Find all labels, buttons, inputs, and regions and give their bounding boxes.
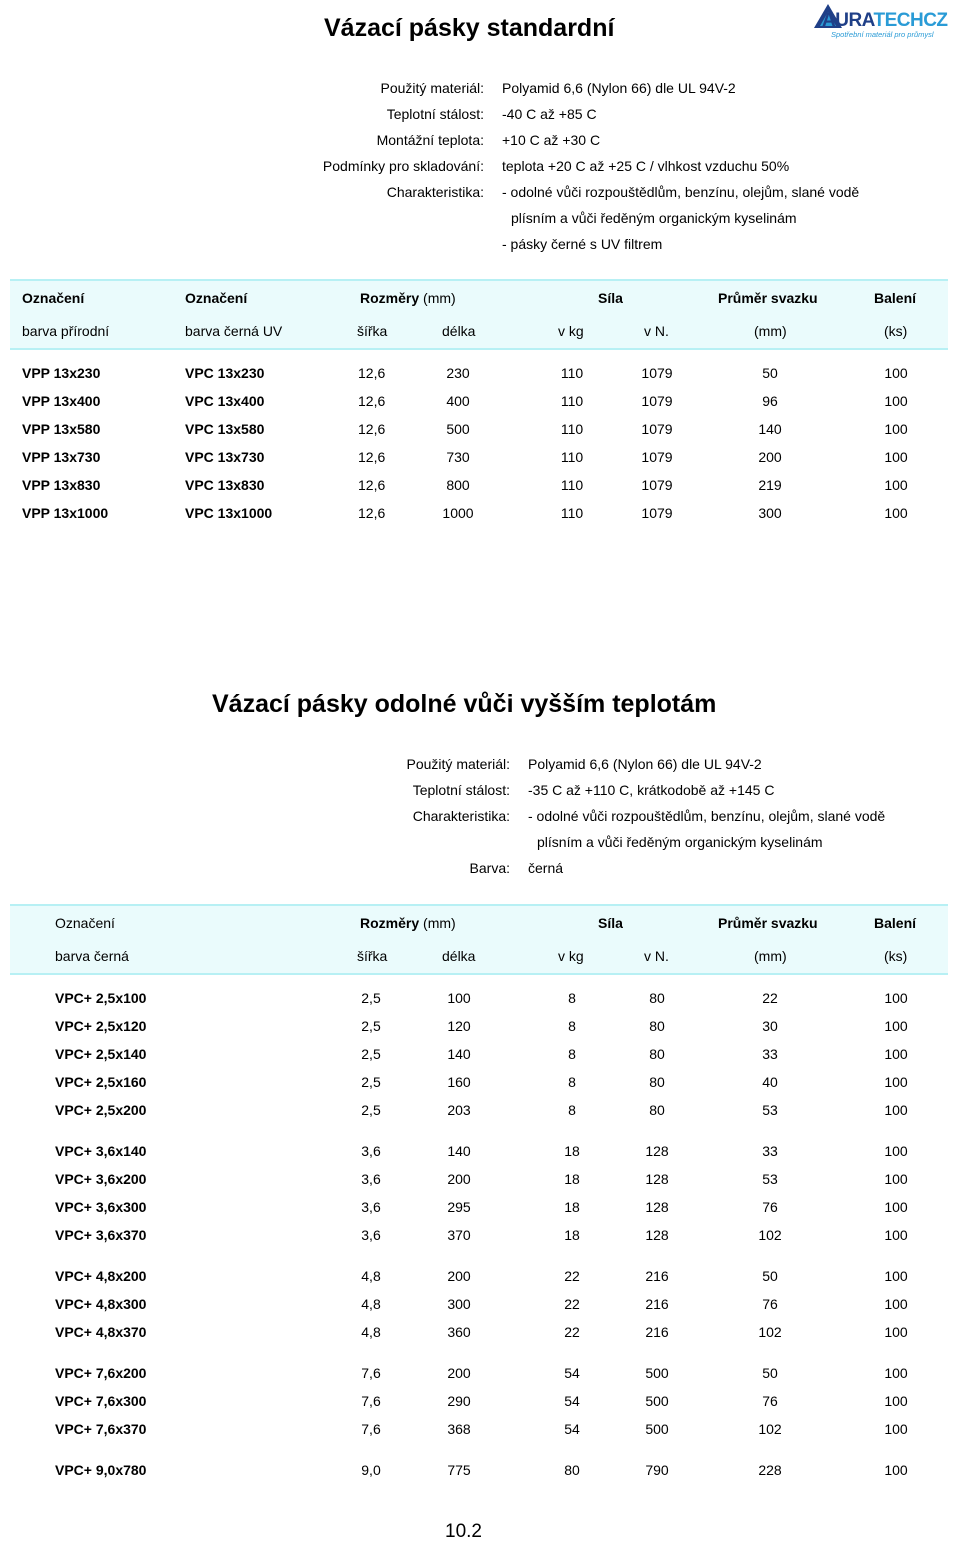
subheader-barva-prirodni: barva přírodní [22, 323, 110, 339]
table-cell: VPC+ 2,5x140 [55, 1046, 147, 1062]
table-cell: VPC+ 3,6x200 [55, 1171, 147, 1187]
table-cell: 53 [762, 1102, 778, 1118]
table-cell: VPC+ 4,8x300 [55, 1296, 147, 1312]
table-cell: 110 [560, 421, 584, 437]
table-cell: 500 [645, 1421, 669, 1437]
table-cell: 790 [645, 1462, 669, 1478]
table-cell: 76 [762, 1199, 778, 1215]
table-cell: 9,0 [361, 1462, 381, 1478]
table-cell: 2,5 [361, 1074, 381, 1090]
table-cell: 80 [649, 1074, 665, 1090]
table-cell: 3,6 [361, 1171, 381, 1187]
section2-prop-value: Polyamid 6,6 (Nylon 66) dle UL 94V-2 [528, 756, 762, 772]
table-cell: 800 [446, 477, 470, 493]
table-cell: 216 [645, 1324, 669, 1340]
table-cell: 33 [762, 1143, 778, 1159]
table-cell: 100 [884, 393, 908, 409]
table-cell: VPC+ 3,6x370 [55, 1227, 147, 1243]
table-cell: VPP 13x230 [22, 365, 101, 381]
logo-wordmark [822, 10, 948, 32]
table-cell: VPC+ 2,5x160 [55, 1074, 147, 1090]
table-cell: 110 [560, 449, 584, 465]
table-cell: 8 [568, 1018, 576, 1034]
table-cell: 8 [568, 1046, 576, 1062]
table-cell: 368 [447, 1421, 471, 1437]
table-cell: VPC 13x230 [185, 365, 265, 381]
section1-prop-value: teplota +20 C až +25 C / vlhkost vzduchu 50% [502, 158, 790, 174]
table-cell: 100 [884, 1393, 908, 1409]
table-cell: 110 [560, 365, 584, 381]
table-cell: 96 [762, 393, 778, 409]
section1-prop-value: +10 C až +30 C [502, 132, 601, 148]
section2-prop-label: Použitý materiál: [406, 756, 510, 772]
header2-sila: Síla [598, 915, 623, 931]
table-cell: 30 [762, 1018, 778, 1034]
table-cell: 80 [564, 1462, 580, 1478]
table-cell: 230 [446, 365, 470, 381]
section2-prop-label: Teplotní stálost: [412, 782, 510, 798]
table-cell: 8 [568, 990, 576, 1006]
header2-prumer: Průměr svazku [718, 915, 818, 931]
section1-prop-label: Montážní teplota: [376, 132, 484, 148]
table-cell: VPC+ 7,6x370 [55, 1421, 147, 1437]
section1-prop-label: Použitý materiál: [380, 80, 484, 96]
table-cell: 200 [758, 449, 782, 465]
subheader2-v-n: v N. [644, 948, 669, 964]
header-rozmery [360, 290, 456, 306]
header2-rozmery-unit: (mm) [423, 915, 456, 931]
section2-prop-value: černá [528, 860, 564, 876]
table-cell: VPP 13x1000 [22, 505, 109, 521]
section1-prop-value: plísním a vůči ředěným organickým kyselinám [511, 210, 797, 226]
table-cell: VPC+ 2,5x120 [55, 1018, 147, 1034]
table-cell: 100 [884, 1018, 908, 1034]
table-cell: 100 [884, 449, 908, 465]
subheader2-v-kg: v kg [558, 948, 584, 964]
table-cell: 18 [564, 1143, 580, 1159]
table-cell: 100 [884, 505, 908, 521]
table-cell: 216 [645, 1296, 669, 1312]
table-cell: VPC+ 3,6x300 [55, 1199, 147, 1215]
table-cell: 7,6 [361, 1421, 381, 1437]
table-cell: 100 [884, 1296, 908, 1312]
table-cell: VPC 13x1000 [185, 505, 273, 521]
table-cell: 290 [447, 1393, 471, 1409]
section2-table-header [10, 904, 948, 975]
table-cell: 22 [762, 990, 778, 1006]
section1-prop-label: Teplotní stálost: [386, 106, 484, 122]
table-cell: 775 [447, 1462, 471, 1478]
table-cell: 500 [645, 1365, 669, 1381]
table-cell: 219 [758, 477, 782, 493]
section2-prop-label: Charakteristika: [412, 808, 510, 824]
table-cell: VPC+ 2,5x100 [55, 990, 147, 1006]
subheader-ks: (ks) [884, 323, 908, 339]
table-cell: 33 [762, 1046, 778, 1062]
table-cell: VPC+ 9,0x780 [55, 1462, 147, 1478]
table-cell: VPP 13x830 [22, 477, 101, 493]
table-cell: 2,5 [361, 1046, 381, 1062]
table-cell: 100 [884, 1324, 908, 1340]
table-cell: 2,5 [361, 1102, 381, 1118]
table-cell: 18 [564, 1199, 580, 1215]
table-cell: 100 [884, 1102, 908, 1118]
table-cell: VPC+ 7,6x200 [55, 1365, 147, 1381]
subheader-delka: délka [442, 323, 476, 339]
table-cell: 140 [447, 1046, 471, 1062]
table-cell: 100 [884, 477, 908, 493]
header2-rozmery [360, 915, 456, 931]
table-cell: 18 [564, 1227, 580, 1243]
logo-tagline: Spotřební materiál pro průmysl [831, 30, 934, 39]
table-cell: 1079 [641, 477, 673, 493]
header-rozmery-unit: (mm) [423, 290, 456, 306]
table-cell: 54 [564, 1365, 580, 1381]
table-cell: 100 [884, 1171, 908, 1187]
table-cell: 12,6 [358, 477, 386, 493]
table-cell: 102 [758, 1227, 782, 1243]
table-cell: 1079 [641, 393, 673, 409]
table-cell: 54 [564, 1393, 580, 1409]
table-cell: 22 [564, 1324, 580, 1340]
table-cell: 110 [560, 393, 584, 409]
header-oznaceni-black: Označení [185, 290, 248, 306]
table-cell: 100 [884, 1268, 908, 1284]
table-cell: 1079 [641, 449, 673, 465]
table-cell: 3,6 [361, 1227, 381, 1243]
table-cell: VPC+ 4,8x200 [55, 1268, 147, 1284]
table-cell: 22 [564, 1268, 580, 1284]
table-cell: 12,6 [358, 449, 386, 465]
table-cell: 100 [884, 421, 908, 437]
table-cell: 8 [568, 1074, 576, 1090]
section2-prop-value: -35 C až +110 C, krátkodobě až +145 C [528, 782, 775, 798]
table-cell: VPC+ 3,6x140 [55, 1143, 147, 1159]
table-cell: VPC 13x400 [185, 393, 265, 409]
table-cell: 128 [645, 1227, 669, 1243]
table-cell: 100 [447, 990, 471, 1006]
page-number: 10.2 [445, 1521, 482, 1542]
table-cell: 300 [447, 1296, 471, 1312]
table-cell: 200 [447, 1171, 471, 1187]
table-cell: 730 [446, 449, 470, 465]
table-cell: 12,6 [358, 505, 386, 521]
auratech-logo [794, 2, 954, 44]
table-cell: 400 [446, 393, 470, 409]
table-cell: VPP 13x400 [22, 393, 101, 409]
table-cell: 4,8 [361, 1324, 381, 1340]
table-cell: 100 [884, 1421, 908, 1437]
section2-title: Vázací pásky odolné vůči vyšším teplotám [212, 690, 717, 718]
subheader-barva-cerna-uv: barva černá UV [185, 323, 283, 339]
table-cell: 3,6 [361, 1143, 381, 1159]
table-cell: 12,6 [358, 365, 386, 381]
table-cell: 22 [564, 1296, 580, 1312]
logo-part1: AURA [822, 10, 874, 31]
table-cell: 100 [884, 1046, 908, 1062]
subheader2-sirka: šířka [357, 948, 388, 964]
section1-title: Vázací pásky standardní [324, 14, 615, 42]
table-cell: 200 [447, 1365, 471, 1381]
table-cell: VPC+ 2,5x200 [55, 1102, 147, 1118]
table-cell: 140 [447, 1143, 471, 1159]
table-cell: VPC 13x830 [185, 477, 265, 493]
section1-prop-value: - odolné vůči rozpouštědlům, benzínu, olejům, slané vodě [502, 184, 860, 200]
table-cell: 54 [564, 1421, 580, 1437]
table-cell: 370 [447, 1227, 471, 1243]
table-cell: 2,5 [361, 990, 381, 1006]
table-cell: 102 [758, 1324, 782, 1340]
table-cell: 7,6 [361, 1365, 381, 1381]
table-cell: 53 [762, 1171, 778, 1187]
table-cell: VPC+ 7,6x300 [55, 1393, 147, 1409]
table-cell: 2,5 [361, 1018, 381, 1034]
section1-table-header [10, 279, 948, 350]
subheader2-mm: (mm) [754, 948, 787, 964]
section1-prop-label: Podmínky pro skladování: [322, 158, 484, 174]
table-cell: 110 [560, 505, 584, 521]
table-cell: 12,6 [358, 393, 386, 409]
table-cell: 100 [884, 1199, 908, 1215]
table-cell: 228 [758, 1462, 782, 1478]
table-cell: 216 [645, 1268, 669, 1284]
table-cell: 128 [645, 1143, 669, 1159]
table-cell: 100 [884, 1365, 908, 1381]
table-cell: 500 [645, 1393, 669, 1409]
header2-baleni: Balení [874, 915, 917, 931]
table-cell: 4,8 [361, 1268, 381, 1284]
header-baleni: Balení [874, 290, 917, 306]
table-cell: 12,6 [358, 421, 386, 437]
header2-oznaceni: Označení [55, 915, 115, 931]
table-cell: 100 [884, 1143, 908, 1159]
table-cell: 50 [762, 1268, 778, 1284]
header-prumer: Průměr svazku [718, 290, 818, 306]
subheader2-delka: délka [442, 948, 476, 964]
table-cell: VPP 13x580 [22, 421, 101, 437]
table-cell: 100 [884, 365, 908, 381]
section1-prop-label: Charakteristika: [386, 184, 484, 200]
table-cell: 1079 [641, 505, 673, 521]
table-cell: 18 [564, 1171, 580, 1187]
table-cell: 1079 [641, 421, 673, 437]
section2-prop-label: Barva: [469, 860, 510, 876]
table-cell: 80 [649, 990, 665, 1006]
table-cell: 100 [884, 1227, 908, 1243]
section1-prop-value: -40 C až +85 C [502, 106, 597, 122]
table-cell: 200 [447, 1268, 471, 1284]
table-cell: 102 [758, 1421, 782, 1437]
table-cell: 4,8 [361, 1296, 381, 1312]
table-cell: 360 [447, 1324, 471, 1340]
table-cell: 50 [762, 1365, 778, 1381]
table-cell: 100 [884, 1074, 908, 1090]
table-cell: 3,6 [361, 1199, 381, 1215]
table-cell: 8 [568, 1102, 576, 1118]
table-cell: 1000 [442, 505, 474, 521]
table-cell: 80 [649, 1046, 665, 1062]
table-cell: VPP 13x730 [22, 449, 101, 465]
table-cell: 120 [447, 1018, 471, 1034]
table-cell: 500 [446, 421, 470, 437]
logo-part2: TECHCZ [873, 10, 948, 31]
table-cell: 140 [758, 421, 782, 437]
table-cell: VPC 13x730 [185, 449, 265, 465]
subheader-mm: (mm) [754, 323, 787, 339]
subheader-v-kg: v kg [558, 323, 584, 339]
header-sila: Síla [598, 290, 623, 306]
section2-prop-value: - odolné vůči rozpouštědlům, benzínu, olejům, slané vodě [528, 808, 886, 824]
table-cell: 7,6 [361, 1393, 381, 1409]
table-cell: VPC 13x580 [185, 421, 265, 437]
table-cell: 80 [649, 1102, 665, 1118]
section1-prop-value: Polyamid 6,6 (Nylon 66) dle UL 94V-2 [502, 80, 736, 96]
header-oznaceni-natural: Označení [22, 290, 85, 306]
section2-prop-value: plísním a vůči ředěným organickým kyselinám [537, 834, 823, 850]
header-rozmery-label: Rozměry [360, 290, 420, 306]
table-cell: 100 [884, 1462, 908, 1478]
table-cell: 40 [762, 1074, 778, 1090]
subheader-sirka: šířka [357, 323, 388, 339]
table-cell: 203 [447, 1102, 471, 1118]
table-cell: 50 [762, 365, 778, 381]
subheader2-ks: (ks) [884, 948, 908, 964]
table-cell: 100 [884, 990, 908, 1006]
table-cell: VPC+ 4,8x370 [55, 1324, 147, 1340]
table-cell: 76 [762, 1296, 778, 1312]
table-cell: 76 [762, 1393, 778, 1409]
section1-prop-value: - pásky černé s UV filtrem [502, 236, 663, 252]
table-cell: 295 [447, 1199, 471, 1215]
table-cell: 110 [560, 477, 584, 493]
subheader2-barva-cerna: barva černá [55, 948, 129, 964]
table-cell: 300 [758, 505, 782, 521]
table-cell: 80 [649, 1018, 665, 1034]
table-cell: 1079 [641, 365, 673, 381]
table-cell: 128 [645, 1199, 669, 1215]
subheader-v-n: v N. [644, 323, 669, 339]
table-cell: 160 [447, 1074, 471, 1090]
table-cell: 128 [645, 1171, 669, 1187]
header2-rozmery-label: Rozměry [360, 915, 420, 931]
